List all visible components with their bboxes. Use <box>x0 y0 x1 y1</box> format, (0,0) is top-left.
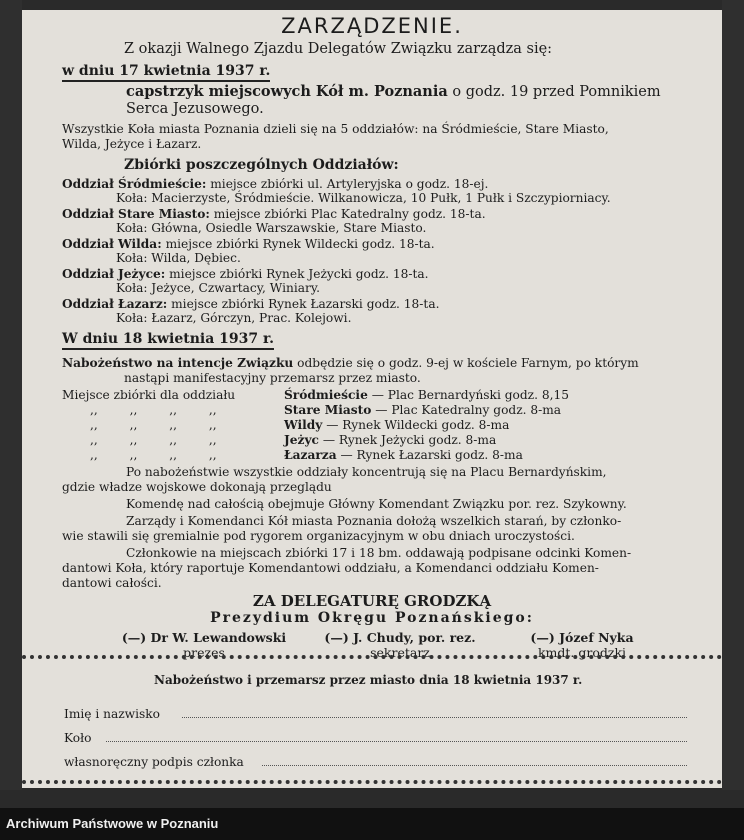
ditto: ,, <box>208 448 217 462</box>
unit-place: miejsce zbiórki Rynek Wildecki godz. 18-ta. <box>161 237 435 251</box>
ditto: ,, <box>169 433 177 447</box>
unit-kola: Koła: Wilda, Dębiec. <box>116 251 241 265</box>
ditto: ,, <box>169 448 177 462</box>
assembly-unit: Łazarza <box>284 448 337 462</box>
capstrzyk-rest: o godz. 19 przed Pomnikiem <box>447 84 661 100</box>
mass-line-2: nastąpi manifestacyjny przemarsz przez miasto. <box>124 371 421 385</box>
day2-heading: W dniu 18 kwietnia 1937 r. <box>62 332 274 350</box>
signer-role: kmdt. grodzki <box>537 645 627 660</box>
assembly-place: — Rynek Jeżycki godz. 8-ma <box>318 433 497 447</box>
signer-name: (—) Dr W. Lewandowski <box>121 630 287 645</box>
ditto-marks <box>90 418 217 433</box>
ditto: ,, <box>129 403 138 417</box>
assembly-wildy <box>284 418 509 433</box>
unit-lazarz <box>62 297 439 312</box>
boards-line-2: wie stawili się gremialnie pod rygorem organizacyjnym w obu dniach uroczystości. <box>62 529 575 543</box>
unit-place: miejsce zbiórki Rynek Łazarski godz. 18-ta. <box>167 297 440 311</box>
mass-rest: odbędzie się o godz. 9-ej w kościele Farnym, po którym <box>293 356 639 370</box>
signoff-line-2: Prezydium Okręgu Poznańskiego: <box>210 610 534 626</box>
scan-border-left <box>0 0 22 790</box>
command-line: Komendę nad całością obejmuje Główny Komendant Związku por. rez. Szykowny. <box>126 497 627 511</box>
assembly-place: — Rynek Wildecki godz. 8-ma <box>322 418 510 432</box>
field-line-signature[interactable] <box>262 765 687 766</box>
assembly-stare-miasto <box>284 403 561 418</box>
ditto: ,, <box>90 418 98 432</box>
ditto: ,, <box>208 403 217 417</box>
ditto: ,, <box>129 433 138 447</box>
perforation-line <box>22 655 722 659</box>
unit-kola: Koła: Jeżyce, Czwartacy, Winiary. <box>116 281 320 295</box>
unit-name: Oddział Wilda: <box>62 237 162 251</box>
assembly-jezyc <box>284 433 496 448</box>
boards-line-1: Zarządy i Komendanci Kół miasta Poznania dołożą wszelkich starań, by członko- <box>126 514 622 528</box>
unit-place: miejsce zbiórki Plac Katedralny godz. 18-ta. <box>209 207 486 221</box>
ditto: ,, <box>129 418 138 432</box>
field-line-kolo[interactable] <box>106 741 687 742</box>
mass-bold: Nabożeństwo na intencje Związku <box>62 356 294 370</box>
unit-kola: Koła: Macierzyste, Śródmieście. Wilkanowicza, 10 Pułk, 1 Pułk i Szczypiorniacy. <box>116 191 611 205</box>
signer-role: prezes <box>183 645 225 660</box>
ditto-marks <box>90 403 217 418</box>
document-title: ZARZĄDZENIE. <box>281 14 463 38</box>
assembly-lazarza <box>284 448 523 463</box>
after-line-2: gdzie władze wojskowe dokonają przeglądu <box>62 480 332 494</box>
signer-role: sekretarz <box>370 645 430 660</box>
coupon-title: Nabożeństwo i przemarsz przez miasto dnia 18 kwietnia 1937 r. <box>154 673 583 687</box>
perforation-bottom <box>22 780 722 784</box>
archive-footer <box>0 808 744 840</box>
unit-wilda <box>62 237 435 252</box>
unit-kola: Koła: Łazarz, Górczyn, Prac. Kolejowi. <box>116 311 352 325</box>
field-label-signature: własnoręczny podpis członka <box>64 755 244 769</box>
signer-name: (—) Józef Nyka <box>530 630 634 645</box>
division-line-1: Wszystkie Koła miasta Poznania dzieli się na 5 oddziałów: na Śródmieście, Stare Miasto, <box>62 122 609 136</box>
field-label-name: Imię i nazwisko <box>64 707 160 721</box>
ditto-marks <box>90 448 217 463</box>
after-line-1: Po nabożeństwie wszystkie oddziały koncentrują się na Placu Bernardyńskim, <box>126 465 607 479</box>
assembly-place: — Rynek Łazarski godz. 8-ma <box>336 448 523 462</box>
day1-heading: w dniu 17 kwietnia 1937 r. <box>62 64 270 82</box>
ditto: ,, <box>90 433 98 447</box>
ditto: ,, <box>90 403 98 417</box>
division-line-2: Wilda, Jeżyce i Łazarz. <box>62 137 202 151</box>
signer-name: (—) J. Chudy, por. rez. <box>324 630 476 645</box>
unit-kola: Koła: Główna, Osiedle Warszawskie, Stare Miasto. <box>116 221 427 235</box>
units-section-title: Zbiórki poszczególnych Oddziałów: <box>124 157 399 173</box>
capstrzyk-line <box>126 84 661 100</box>
unit-name: Oddział Jeżyce: <box>62 267 166 281</box>
unit-name: Oddział Łazarz: <box>62 297 168 311</box>
ditto: ,, <box>90 448 98 462</box>
assembly-unit: Stare Miasto <box>284 403 372 417</box>
ditto: ,, <box>208 433 217 447</box>
field-line-name[interactable] <box>182 717 687 718</box>
assembly-place: — Plac Bernardyński godz. 8,15 <box>367 388 569 402</box>
unit-place: miejsce zbiórki ul. Artyleryjska o godz. 18-ej. <box>206 177 489 191</box>
ditto-marks <box>90 433 217 448</box>
members-line-2: dantowi Koła, który raportuje Komendantowi oddziału, a Komendanci oddziału Komen- <box>62 561 599 575</box>
unit-name: Oddział Śródmieście: <box>62 177 207 191</box>
signoff-line-1: ZA DELEGATURĘ GRODZKĄ <box>252 592 492 610</box>
document-sheet <box>22 10 722 788</box>
unit-stare-miasto <box>62 207 486 222</box>
unit-jezyce <box>62 267 429 282</box>
capstrzyk-line-2: Serca Jezusowego. <box>126 101 264 117</box>
assembly-unit: Jeżyc <box>284 433 319 447</box>
capstrzyk-bold: capstrzyk miejscowych Kół m. Poznania <box>126 83 448 100</box>
scan-border-right <box>722 0 744 790</box>
ditto: ,, <box>208 418 217 432</box>
assembly-unit: Wildy <box>284 418 323 432</box>
intro-line: Z okazji Walnego Zjazdu Delegatów Związku zarządza się: <box>124 41 553 57</box>
assembly-srodmiescie <box>284 388 569 403</box>
members-line-3: dantowi całości. <box>62 576 162 590</box>
ditto: ,, <box>169 418 177 432</box>
archive-credit: Archiwum Państwowe w Poznaniu <box>6 816 219 831</box>
ditto: ,, <box>129 448 138 462</box>
unit-place: miejsce zbiórki Rynek Jeżycki godz. 18-ta. <box>165 267 429 281</box>
field-label-kolo: Koło <box>64 731 92 745</box>
unit-srodmiescie <box>62 177 488 192</box>
assembly-intro: Miejsce zbiórki dla oddziału <box>62 388 236 402</box>
ditto: ,, <box>169 403 177 417</box>
mass-line <box>62 356 639 371</box>
assembly-place: — Plac Katedralny godz. 8-ma <box>371 403 562 417</box>
assembly-unit: Śródmieście <box>284 388 368 402</box>
unit-name: Oddział Stare Miasto: <box>62 207 210 221</box>
members-line-1: Członkowie na miejscach zbiórki 17 i 18 bm. oddawają podpisane odcinki Komen- <box>126 546 632 560</box>
